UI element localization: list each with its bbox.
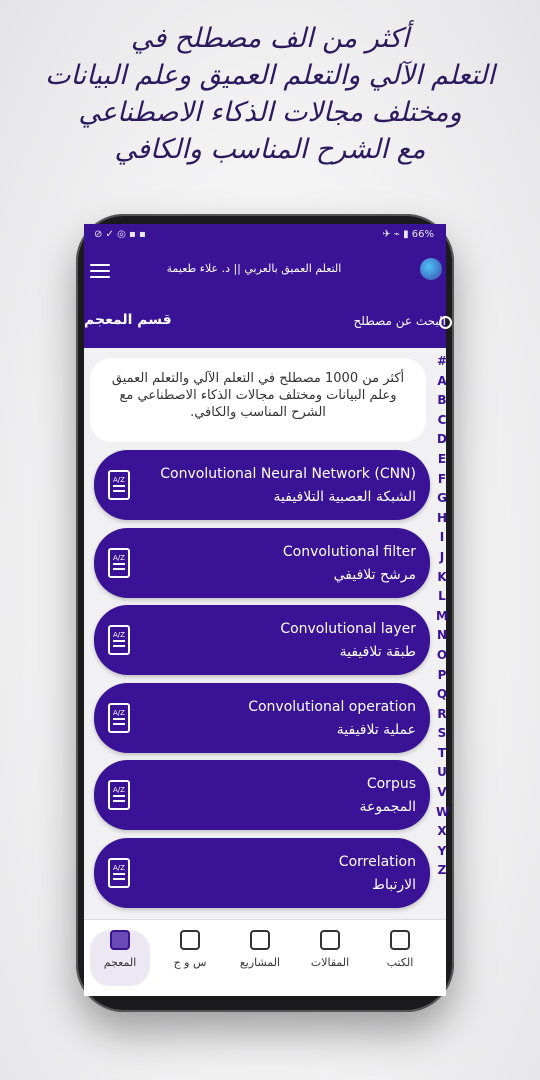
dictionary-book-icon: [108, 858, 130, 888]
dictionary-icon: [110, 930, 130, 950]
intro-card: أكثر من 1000 مصطلح في التعلم الآلي والتعلم العميق وعلم البيانات ومختلف مجالات الذكاء الاصطناعي مع الشرح المناسب والكافي.: [90, 358, 426, 442]
projects-icon: [250, 930, 270, 950]
alphabet-letter[interactable]: #: [436, 354, 448, 368]
alphabet-letter[interactable]: G: [437, 491, 447, 506]
nav-item-projects[interactable]: [230, 930, 290, 986]
alphabet-letter[interactable]: P: [437, 667, 447, 682]
term-arabic: عملية تلافيفية: [336, 721, 416, 738]
alphabet-letter[interactable]: X: [437, 824, 447, 839]
term-english: Corpus: [366, 776, 416, 792]
term-card[interactable]: [94, 528, 430, 598]
term-card[interactable]: [94, 683, 430, 753]
term-arabic: الارتباط: [372, 876, 416, 893]
app-logo: [420, 258, 442, 280]
alphabet-letter[interactable]: U: [437, 765, 447, 780]
promo-line-4: مع الشرح المناسب والكافي: [114, 134, 426, 165]
phone-screen: [84, 224, 450, 996]
alphabet-letter[interactable]: K: [437, 569, 447, 584]
term-english: Convolutional Neural Network (CNN): [160, 466, 416, 482]
books-icon: [390, 930, 410, 950]
dictionary-book-icon: [108, 625, 130, 655]
promo-line-2: التعلم الآلي والتعلم العميق وعلم البيانات: [45, 60, 495, 91]
alphabet-letter[interactable]: V: [437, 785, 447, 800]
app-bar: [84, 224, 446, 348]
nav-label: الكتب: [386, 956, 414, 969]
alphabet-letter[interactable]: T: [437, 745, 447, 760]
faq-icon: [180, 930, 200, 950]
promo-headline: [0, 20, 540, 168]
alphabet-letter[interactable]: D: [437, 432, 447, 447]
alphabet-letter[interactable]: Z: [437, 863, 447, 878]
book-icon-label: A/Z: [113, 476, 125, 484]
alphabet-letter[interactable]: F: [437, 471, 447, 486]
alphabet-index: [436, 352, 448, 881]
promo-line-3: ومختلف مجالات الذكاء الاصطناعي: [78, 97, 462, 128]
dictionary-book-icon: [108, 703, 130, 733]
alphabet-letter[interactable]: W: [436, 804, 450, 819]
term-english: Correlation: [338, 853, 416, 870]
nav-label: المعجم: [103, 956, 137, 969]
book-icon-label: A/Z: [113, 863, 125, 872]
alphabet-letter[interactable]: A: [437, 373, 447, 388]
alphabet-letter[interactable]: L: [438, 589, 446, 604]
nav-item-dictionary[interactable]: [90, 930, 150, 986]
alphabet-letter[interactable]: J: [439, 549, 445, 564]
nav-label: المقالات: [310, 956, 350, 969]
alphabet-letter[interactable]: S: [437, 726, 447, 741]
hamburger-menu-icon[interactable]: [90, 260, 110, 280]
term-card[interactable]: [94, 450, 430, 520]
alphabet-letter[interactable]: R: [437, 706, 447, 721]
term-card[interactable]: [94, 838, 430, 908]
alphabet-letter[interactable]: N: [436, 628, 448, 643]
articles-icon: [320, 930, 340, 950]
dictionary-book-icon: [108, 470, 130, 500]
dictionary-book-icon: [108, 780, 130, 810]
term-english: Convolutional filter: [282, 543, 416, 560]
alphabet-letter[interactable]: C: [437, 412, 447, 427]
status-right: ✈ ⌁ ▮ 66%: [382, 229, 434, 240]
alphabet-letter[interactable]: I: [439, 530, 445, 545]
dictionary-book-icon: [108, 548, 130, 578]
term-card[interactable]: [94, 605, 430, 675]
nav-item-articles[interactable]: [300, 930, 360, 986]
alphabet-letter[interactable]: Q: [436, 687, 448, 702]
search-field[interactable]: [316, 314, 446, 334]
alphabet-letter[interactable]: O: [436, 647, 448, 662]
alphabet-letter[interactable]: B: [437, 393, 447, 408]
term-arabic: المجموعة: [359, 799, 416, 815]
term-arabic: مرشح تلافيفي: [333, 566, 416, 583]
search-label: البحث عن مصطلح: [353, 314, 446, 328]
alphabet-letter[interactable]: Y: [437, 843, 447, 858]
term-english: Convolutional operation: [248, 698, 416, 715]
app-title: التعلم العميق بالعربي || د. علاء طعيمة: [166, 262, 342, 275]
term-arabic: الشبكة العصبية التلافيفية: [273, 489, 416, 505]
alphabet-letter[interactable]: H: [436, 510, 448, 525]
nav-label: س و ج: [173, 956, 207, 969]
section-title: قسم المعجم: [84, 312, 172, 328]
status-bar: [84, 226, 446, 244]
term-arabic: طبقة تلافيفية: [339, 644, 416, 660]
book-icon-label: A/Z: [113, 786, 125, 794]
nav-item-books[interactable]: [370, 930, 430, 986]
status-left: ⊘ ✓ ◎ ▪ ▪: [94, 229, 146, 240]
term-card[interactable]: [94, 760, 430, 830]
book-icon-label: A/Z: [113, 708, 125, 717]
bottom-navigation: [84, 919, 446, 996]
nav-item-faq[interactable]: [160, 930, 220, 986]
promo-line-1: أكثر من الف مصطلح في: [130, 23, 410, 54]
alphabet-letter[interactable]: M: [436, 608, 448, 623]
book-icon-label: A/Z: [113, 553, 125, 562]
book-icon-label: A/Z: [113, 631, 125, 639]
term-english: Convolutional layer: [280, 621, 416, 637]
alphabet-letter[interactable]: E: [437, 451, 447, 466]
nav-label: المشاريع: [239, 956, 281, 969]
